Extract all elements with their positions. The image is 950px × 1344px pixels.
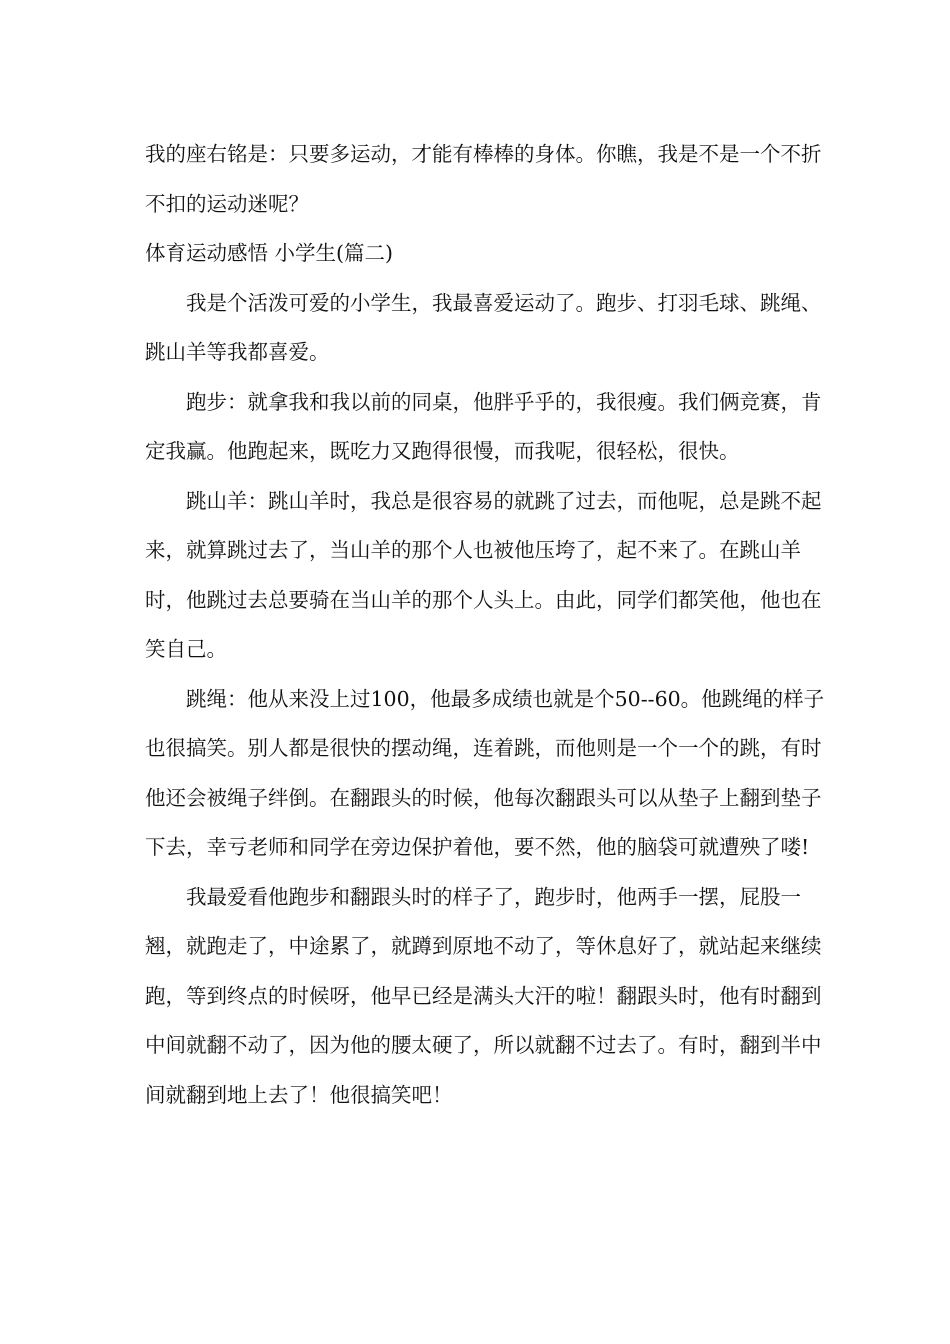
section-title: 体育运动感悟 小学生(篇二) [145,241,394,265]
paragraph-intro: 我是个活泼可爱的小学生，我最喜爱运动了。跑步、打羽毛球、跳绳、跳山羊等我都喜爱。 [145,290,822,364]
paragraph-favorite: 我最爱看他跑步和翻跟头时的样子了，跑步时，他两手一摆，屁股一翘，就跑走了，中途累了，就蹲到原地不动了，等休息好了，就站起来继续跑，等到终点的时候呀，他早已经是满头大汗的啦！翻跟头时，他有时翻到中间就翻不动了，因为他的腰太硬了，所以就翻不过去了。有时，翻到半中间就翻到地上去了！他很搞笑吧！ [145,884,822,1107]
paragraph-jump-rope: 跳绳：他从来没上过100，他最多成绩也就是个50--60。他跳绳的样子也很搞笑。别人都是很快的摆动绳，连着跳，而他则是一个一个的跳，有时他还会被绳子绊倒。在翻跟头的时候，他每次翻跟头可以从垫子上翻到垫子下去，幸亏老师和同学在旁边保护着他，要不然，他的脑袋可就遭殃了喽! [145,686,825,859]
paragraph-leapfrog: 跳山羊：跳山羊时，我总是很容易的就跳了过去，而他呢，总是跳不起来，就算跳过去了，当山羊的那个人也被他压垮了，起不来了。在跳山羊时，他跳过去总要骑在当山羊的那个人头上。由此，同学们都笑他，他也在笑自己。 [145,488,822,661]
paragraph-running: 跑步：就拿我和我以前的同桌，他胖乎乎的，我很瘦。我们俩竞赛，肯定我赢。他跑起来，既吃力又跑得很慢，而我呢，很轻松，很快。 [145,389,822,463]
continuation-paragraph: 我的座右铭是：只要多运动，才能有棒棒的身体。你瞧，我是不是一个不折不扣的运动迷呢？ [145,142,822,216]
document-body [145,130,825,1120]
